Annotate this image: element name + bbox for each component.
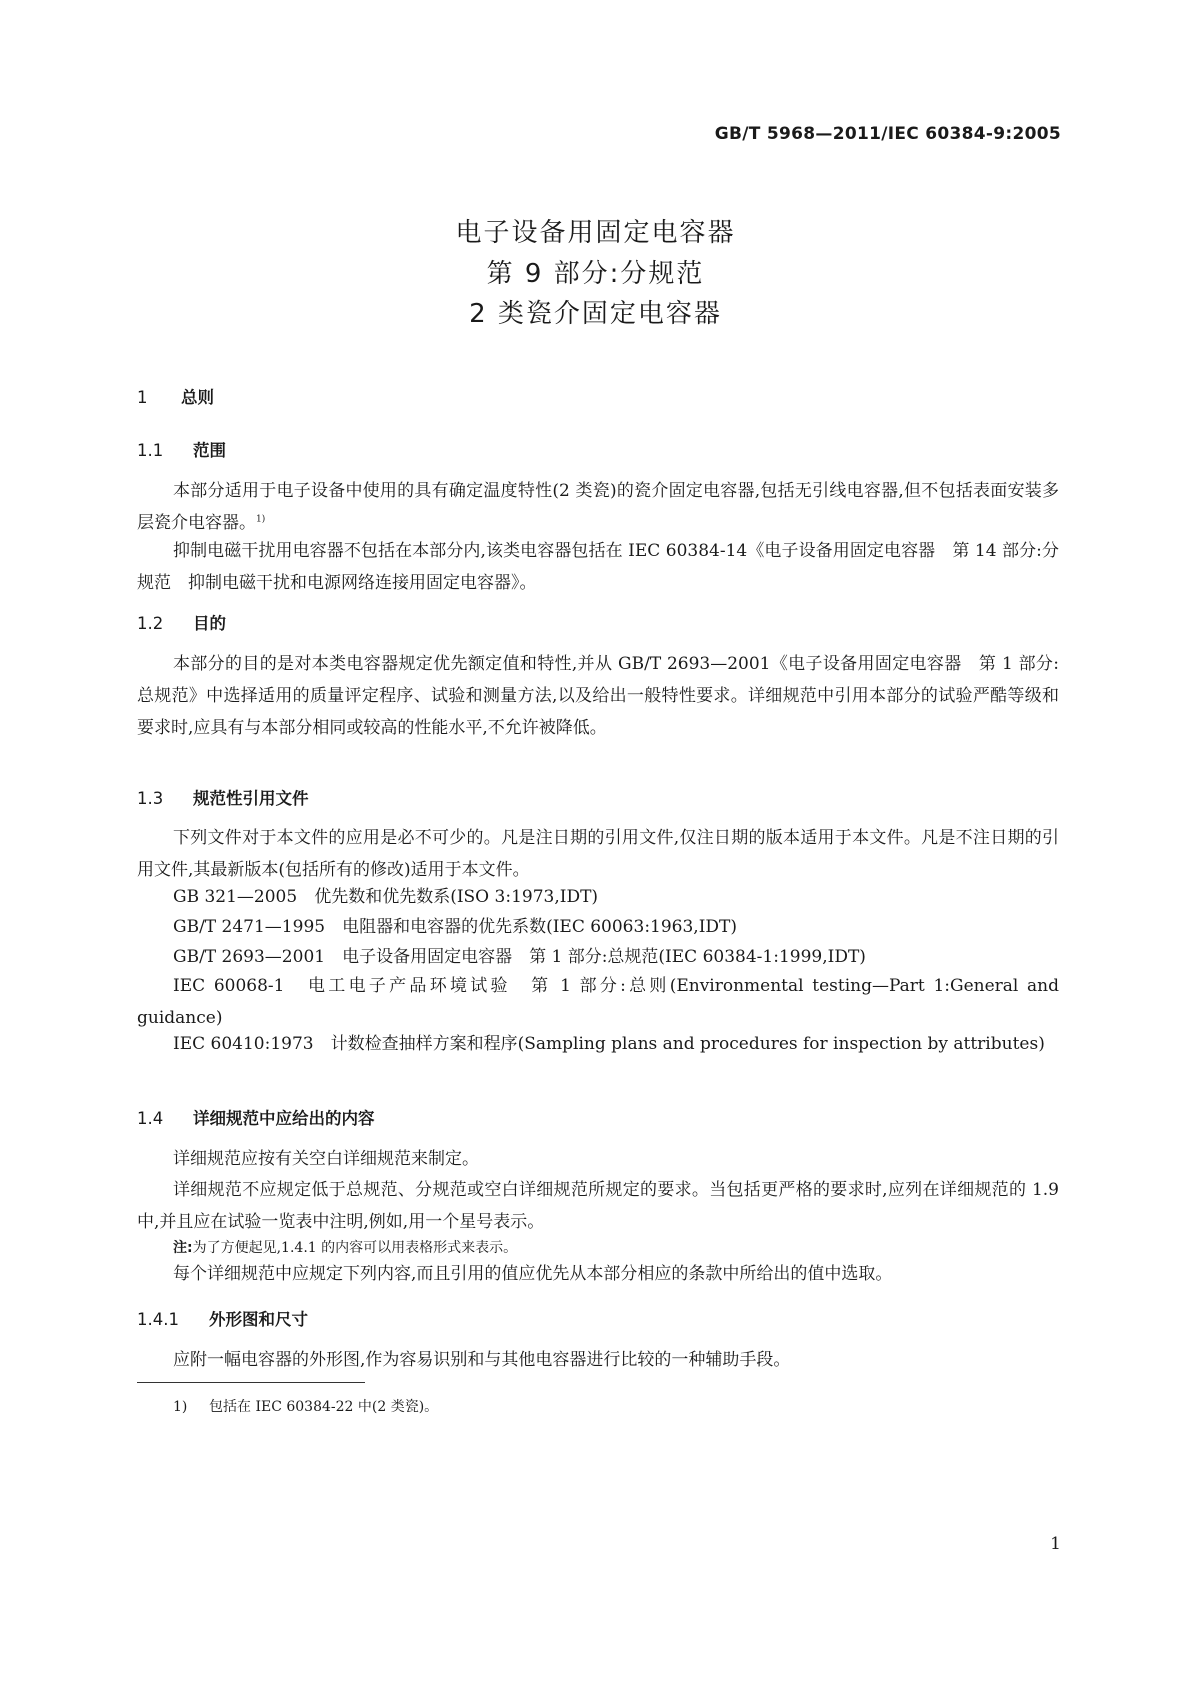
page-number: 1 [1050, 1534, 1061, 1554]
section-heading-1-4 [137, 1105, 375, 1129]
footnote [173, 1396, 438, 1416]
footnote-mark: 1) [173, 1399, 188, 1415]
footnote-text: 包括在 IEC 60384-22 中(2 类瓷)。 [209, 1399, 439, 1415]
paragraph-1-1-exclusion: 抑制电磁干扰用电容器不包括在本部分内,该类电容器包括在 IEC 60384-14《电子设备用固定电容器 第 14 部分:分规范 抑制电磁干扰和电源网络连接用固定电容器》。 [137, 541, 1059, 593]
paragraph-1-4-content: 每个详细规范中应规定下列内容,而且引用的值应优先从本部分相应的条款中所给出的值中选取。 [173, 1264, 893, 1284]
paragraph-1-4-1-outline: 应附一幅电容器的外形图,作为容易识别和与其他电容器进行比较的一种辅助手段。 [173, 1350, 791, 1370]
section-heading-1-2 [137, 610, 226, 634]
section-number: 1.1 [137, 441, 164, 460]
section-title: 外形图和尺寸 [209, 1310, 308, 1329]
note-label: 注: [173, 1240, 193, 1256]
section-title: 总则 [181, 388, 214, 407]
section-heading-1-1 [137, 437, 226, 461]
footnote-reference: 1) [256, 514, 266, 525]
paragraph-1-4-requirements: 详细规范不应规定低于总规范、分规范或空白详细规范所规定的要求。当包括更严格的要求时,应列在详细规范的 1.9 中,并且应在试验一览表中注明,例如,用一个星号表示。 [137, 1180, 1059, 1232]
section-number: 1.4.1 [137, 1310, 179, 1329]
note [173, 1238, 517, 1258]
section-heading-1-4-1 [137, 1306, 308, 1330]
section-heading-1-3 [137, 785, 309, 809]
section-title: 详细规范中应给出的内容 [193, 1109, 375, 1128]
document-code-header: GB/T 5968—2011/IEC 60384-9:2005 [714, 124, 1061, 144]
reference-item: GB 321—2005 优先数和优先数系(ISO 3:1973,IDT) [173, 887, 599, 907]
section-heading-1 [137, 384, 214, 408]
section-number: 1.2 [137, 614, 164, 633]
section-title: 范围 [193, 441, 226, 460]
paragraph-1-1-scope: 本部分适用于电子设备中使用的具有确定温度特性(2 类瓷)的瓷介固定电容器,包括无引线电容器,但不包括表面安装多层瓷介电容器。$^{1)}$ [137, 481, 1059, 533]
reference-item: GB/T 2471—1995 电阻器和电容器的优先系数(IEC 60063:1963,IDT) [173, 917, 738, 937]
reference-item: IEC 60410:1973 计数检查抽样方案和程序(Sampling plans and procedures for inspection by attributes) [173, 1034, 1045, 1054]
note-text: 为了方便起见,1.4.1 的内容可以用表格形式来表示。 [192, 1240, 518, 1256]
paragraph-1-2-purpose: 本部分的目的是对本类电容器规定优先额定值和特性,并从 GB/T 2693—2001《电子设备用固定电容器 第 1 部分:总规范》中选择适用的质量评定程序、试验和测量方法,以及给出一般特性要求。详细规范中引用本部分的试验严酷等级和要求时,应具有与本部分相同或较高的性能水平,不允许被降低。 [137, 654, 1059, 738]
section-title: 目的 [193, 614, 226, 633]
title-line-1: 电子设备用固定电容器 [455, 218, 736, 248]
reference-item: IEC 60068-1 电工电子产品环境试验 第 1 部分:总则(Environmental testing—Part 1:General and guidance) [137, 976, 1059, 1028]
title-line-3: 2 类瓷介固定电容器 [469, 299, 722, 329]
section-number: 1 [137, 388, 148, 407]
reference-item: GB/T 2693—2001 电子设备用固定电容器 第 1 部分:总规范(IEC 60384-1:1999,IDT) [173, 947, 866, 967]
paragraph-1-4-blank-spec: 详细规范应按有关空白详细规范来制定。 [173, 1149, 479, 1169]
paragraph-1-3-normative: 下列文件对于本文件的应用是必不可少的。凡是注日期的引用文件,仅注日期的版本适用于本文件。凡是不注日期的引用文件,其最新版本(包括所有的修改)适用于本文件。 [137, 828, 1059, 880]
title-line-2: 第 9 部分:分规范 [486, 259, 705, 289]
section-title: 规范性引用文件 [193, 789, 309, 808]
footnote-divider [137, 1382, 365, 1383]
section-number: 1.4 [137, 1109, 164, 1128]
section-number: 1.3 [137, 789, 164, 808]
